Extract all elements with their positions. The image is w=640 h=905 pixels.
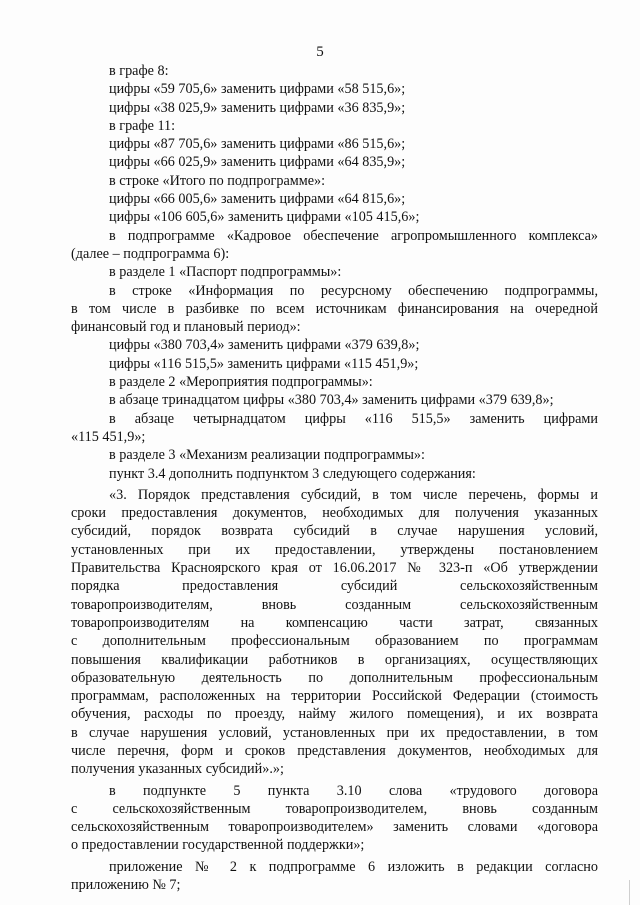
text-line: порядка предоставления субсидий сельскохозяйственным xyxy=(71,578,598,595)
text-line: сроки предоставления документов, необходимых для получения указанных xyxy=(71,505,598,522)
text-line: в строке «Информация по ресурсному обеспечению подпрограммы, xyxy=(109,282,598,299)
text-line: пункт 3.4 дополнить подпунктом 3 следующего содержания: xyxy=(109,465,476,482)
text-line: установленных при их предоставлении, утверждены постановлением xyxy=(71,541,598,558)
scan-edge-mark xyxy=(629,880,640,905)
text-line: в графе 8: xyxy=(109,63,169,79)
text-line: в том числе в разбивке по всем источникам финансирования на очередной xyxy=(71,300,598,317)
text-line: цифры «66 025,9» заменить цифрами «64 835,9»; xyxy=(109,154,406,171)
text-line: обучения, расходы по проезду, найму жилого помещения), и их возврата xyxy=(71,706,598,723)
text-line: Правительства Красноярского края от 16.06.2017 № 323-п «Об утверждении xyxy=(71,560,598,577)
text-line: цифры «87 705,6» заменить цифрами «86 515,6»; xyxy=(109,136,406,153)
text-line: «3. Порядок представления субсидий, в том числе перечень, формы и xyxy=(109,486,598,503)
text-line: с дополнительным профессиональным образованием по программам xyxy=(71,633,598,650)
text-line: программам, расположенных на территории Российской Федерации (стоимость xyxy=(71,688,598,705)
text-line: с сельскохозяйственным товаропроизводителем, вновь созданным xyxy=(71,800,598,817)
text-line: приложение № 2 к подпрограмме 6 изложить в редакции согласно xyxy=(109,858,598,875)
text-line: в абзаце тринадцатом цифры «380 703,4» заменить цифрами «379 639,8»; xyxy=(109,392,554,409)
text-line: повышения квалификации работников в организациях, осуществляющих xyxy=(71,651,598,668)
text-line: приложению № 7; xyxy=(71,877,181,894)
text-line: получения указанных субсидий».»; xyxy=(71,761,284,778)
text-line: в разделе 2 «Мероприятия подпрограммы»: xyxy=(109,374,373,391)
text-line: цифры «116 515,5» заменить цифрами «115 451,9»; xyxy=(109,355,419,372)
text-line: в графе 11: xyxy=(109,117,176,134)
text-line: в подпрограмме «Кадровое обеспечение агропромышленного комплекса» xyxy=(109,227,598,244)
text-line: числе перечня, форм и сроков представления документов, необходимых для xyxy=(71,742,598,759)
text-line: цифры «66 005,6» заменить цифрами «64 815,6»; xyxy=(109,191,406,208)
text-line: в разделе 1 «Паспорт подпрограммы»: xyxy=(109,264,342,281)
text-line: образовательную деятельность по дополнительным профессиональным xyxy=(71,669,598,686)
text-line: в строке «Итого по подпрограмме»: xyxy=(109,172,326,189)
text-line: товаропроизводителям, вновь созданным сельскохозяйственным xyxy=(71,596,598,613)
text-line: в разделе 3 «Механизм реализации подпрограммы»: xyxy=(109,447,425,464)
text-line: (далее – подпрограмма 6): xyxy=(71,245,230,262)
text-line: в абзаце четырнадцатом цифры «116 515,5» заменить цифрами xyxy=(109,410,598,427)
text-line: финансовый год и плановый период»: xyxy=(71,319,301,336)
text-line: о предоставлении государственной поддержки»; xyxy=(71,837,365,854)
text-line: цифры «380 703,4» заменить цифрами «379 639,8»; xyxy=(109,337,420,354)
text-line: товаропроизводителям на компенсацию части затрат, связанных xyxy=(71,614,598,631)
text-line: сельскохозяйственным товаропроизводителем» заменить словами «договора xyxy=(71,819,598,836)
text-line: цифры «106 605,6» заменить цифрами «105 415,6»; xyxy=(109,209,420,226)
document-body xyxy=(71,62,598,894)
text-line: «115 451,9»; xyxy=(71,428,146,445)
text-line: субсидий, порядок возврата субсидий в случае нарушения условий, xyxy=(71,523,598,540)
page-number: 5 xyxy=(316,44,324,60)
text-line: цифры «38 025,9» заменить цифрами «36 835,9»; xyxy=(109,99,406,116)
text-line: в случае нарушения условий, установленных при их предоставлении, в том xyxy=(71,724,598,741)
text-line: цифры «59 705,6» заменить цифрами «58 515,6»; xyxy=(109,81,406,98)
text-line: в подпункте 5 пункта 3.10 слова «трудового договора xyxy=(109,782,598,799)
